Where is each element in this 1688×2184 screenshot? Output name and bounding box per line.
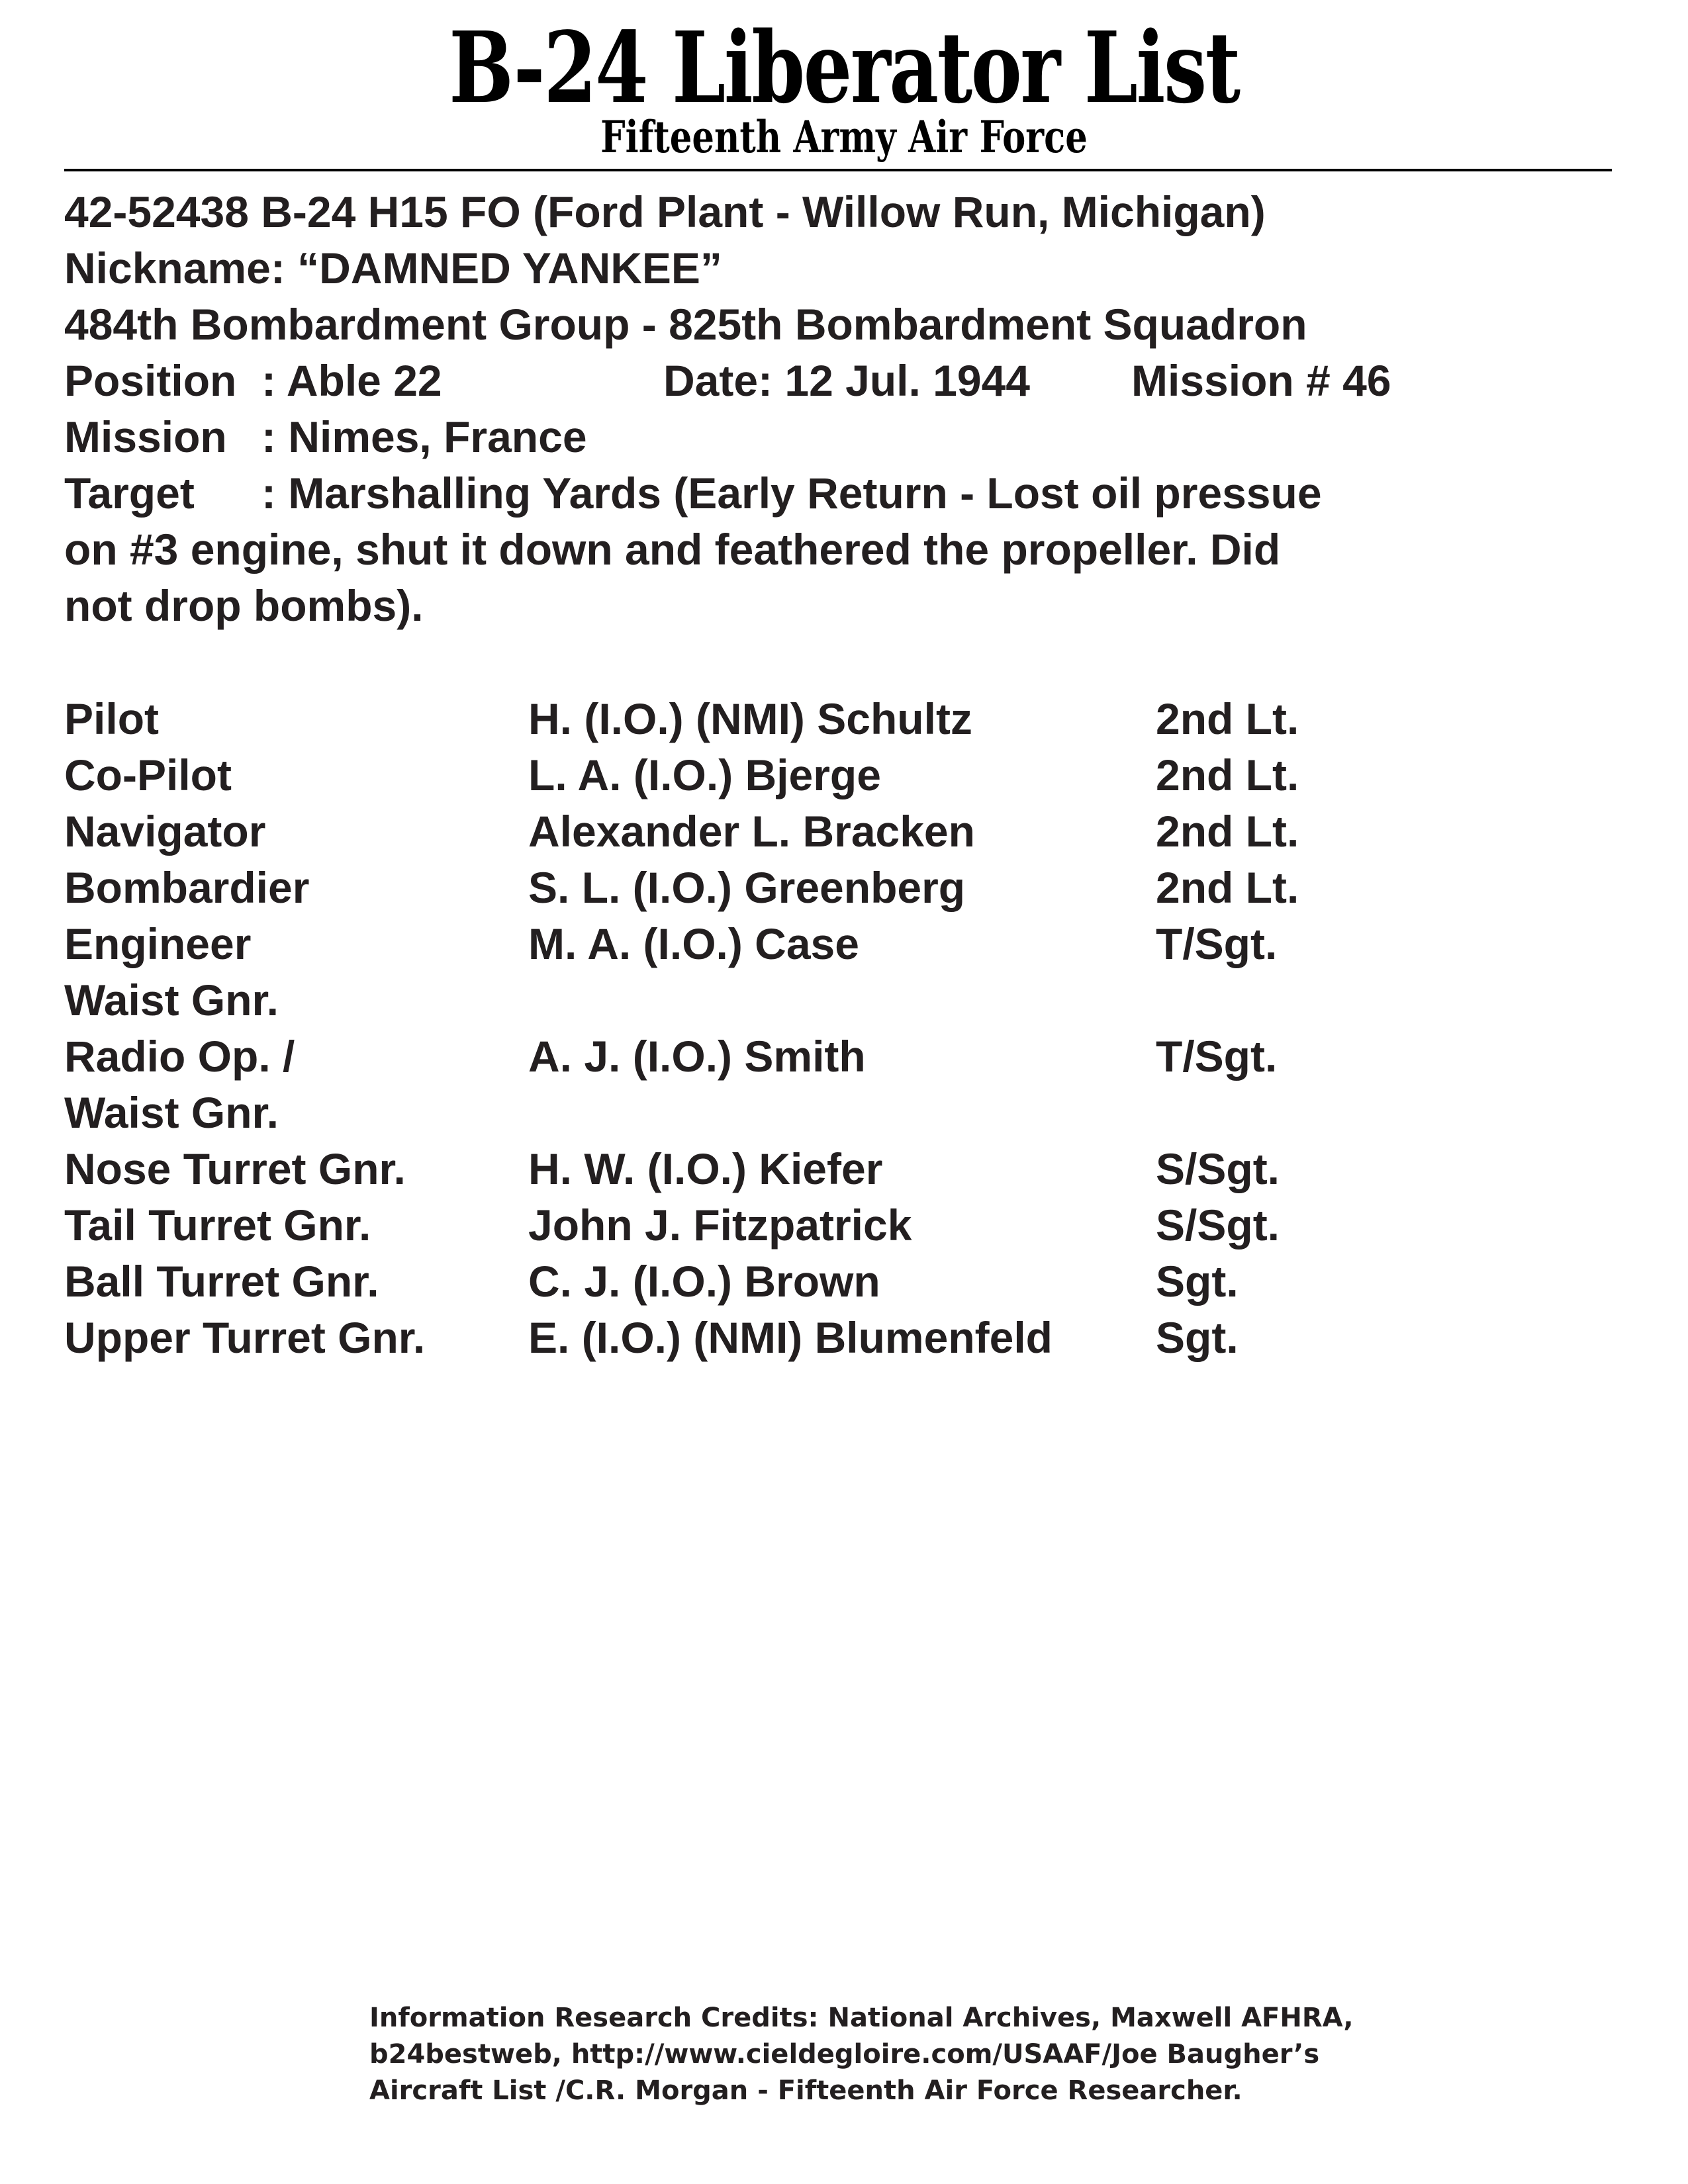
crew-position: Waist Gnr. (64, 976, 279, 1024)
crew-row (64, 1141, 1454, 1197)
crew-name: E. (I.O.) (NMI) Blumenfeld (528, 1313, 1053, 1362)
crew-name: H. W. (I.O.) Kiefer (528, 1144, 883, 1193)
position-value: : Able 22 (261, 356, 442, 405)
mission-value: : Nimes, France (261, 412, 587, 461)
mission-label: Mission (64, 412, 227, 461)
crew-position: Engineer (64, 919, 252, 968)
serial-line: 42-52438 B-24 H15 FO (Ford Plant - Willow Run, Michigan) (64, 187, 1266, 236)
page-subtitle: Fifteenth Army Air Force (600, 111, 1088, 163)
credits-line: b24bestweb, http://www.cieldegloire.com/USAAF/Joe Baugher’s (369, 2039, 1320, 2070)
crew-rank: Sgt. (1156, 1257, 1239, 1306)
unit-line: 484th Bombardment Group - 825th Bombardment Squadron (64, 300, 1307, 349)
crew-rank: 2nd Lt. (1156, 694, 1299, 743)
crew-name: Alexander L. Bracken (528, 807, 975, 856)
crew-rank: T/Sgt. (1156, 1032, 1278, 1081)
mission-date: Date: 12 Jul. 1944 (663, 356, 1030, 405)
target-line (64, 465, 1454, 522)
crew-position: Upper Turret Gnr. (64, 1313, 426, 1362)
crew-row (64, 1310, 1454, 1366)
crew-rank: 2nd Lt. (1156, 863, 1299, 912)
crew-row (64, 860, 1454, 916)
crew-position: Ball Turret Gnr. (64, 1257, 379, 1306)
crew-name: H. (I.O.) (NMI) Schultz (528, 694, 972, 743)
mission-line (64, 409, 1454, 465)
crew-row (64, 1197, 1454, 1253)
target-continued-1: on #3 engine, shut it down and feathered the propeller. Did (64, 525, 1281, 574)
nickname-line: Nickname: “DAMNED YANKEE” (64, 244, 722, 293)
crew-position: Pilot (64, 694, 159, 743)
crew-rank: 2nd Lt. (1156, 751, 1299, 799)
crew-name: S. L. (I.O.) Greenberg (528, 863, 966, 912)
mission-number: Mission # 46 (1131, 356, 1391, 405)
target-label: Target (64, 469, 195, 518)
crew-row (64, 916, 1454, 972)
crew-position: Navigator (64, 807, 266, 856)
crew-position: Tail Turret Gnr. (64, 1201, 371, 1250)
crew-row (64, 803, 1454, 860)
target-value: : Marshalling Yards (Early Return - Lost oil pressue (261, 469, 1322, 518)
crew-position: Radio Op. / Waist Gnr. (64, 1032, 295, 1137)
crew-row (64, 747, 1454, 803)
crew-name: John J. Fitzpatrick (528, 1201, 912, 1250)
crew-position: Bombardier (64, 863, 310, 912)
aircraft-details (64, 184, 1454, 634)
crew-name: L. A. (I.O.) Bjerge (528, 751, 881, 799)
credits-line: Aircraft List /C.R. Morgan - Fifteenth Air Force Researcher. (369, 2075, 1243, 2106)
position-label: Position (64, 356, 237, 405)
crew-row (64, 1028, 1454, 1141)
crew-row (64, 1253, 1454, 1310)
crew-rank: 2nd Lt. (1156, 807, 1299, 856)
crew-rank: Sgt. (1156, 1313, 1239, 1362)
research-credits (369, 2000, 1362, 2109)
page-title: B-24 Liberator List (449, 10, 1239, 125)
crew-position: Nose Turret Gnr. (64, 1144, 406, 1193)
position-line (64, 353, 1454, 409)
crew-name: C. J. (I.O.) Brown (528, 1257, 880, 1306)
crew-rank: S/Sgt. (1156, 1144, 1280, 1193)
title-divider (64, 169, 1612, 171)
crew-position: Co-Pilot (64, 751, 232, 799)
crew-row (64, 972, 1454, 1028)
crew-list (64, 691, 1454, 1366)
crew-rank: T/Sgt. (1156, 919, 1278, 968)
crew-name: A. J. (I.O.) Smith (528, 1032, 866, 1081)
crew-row (64, 691, 1454, 747)
crew-name: M. A. (I.O.) Case (528, 919, 859, 968)
crew-rank: S/Sgt. (1156, 1201, 1280, 1250)
credits-line: Information Research Credits: National Archives, Maxwell AFHRA, (369, 2003, 1354, 2033)
target-continued-2: not drop bombs). (64, 581, 424, 630)
